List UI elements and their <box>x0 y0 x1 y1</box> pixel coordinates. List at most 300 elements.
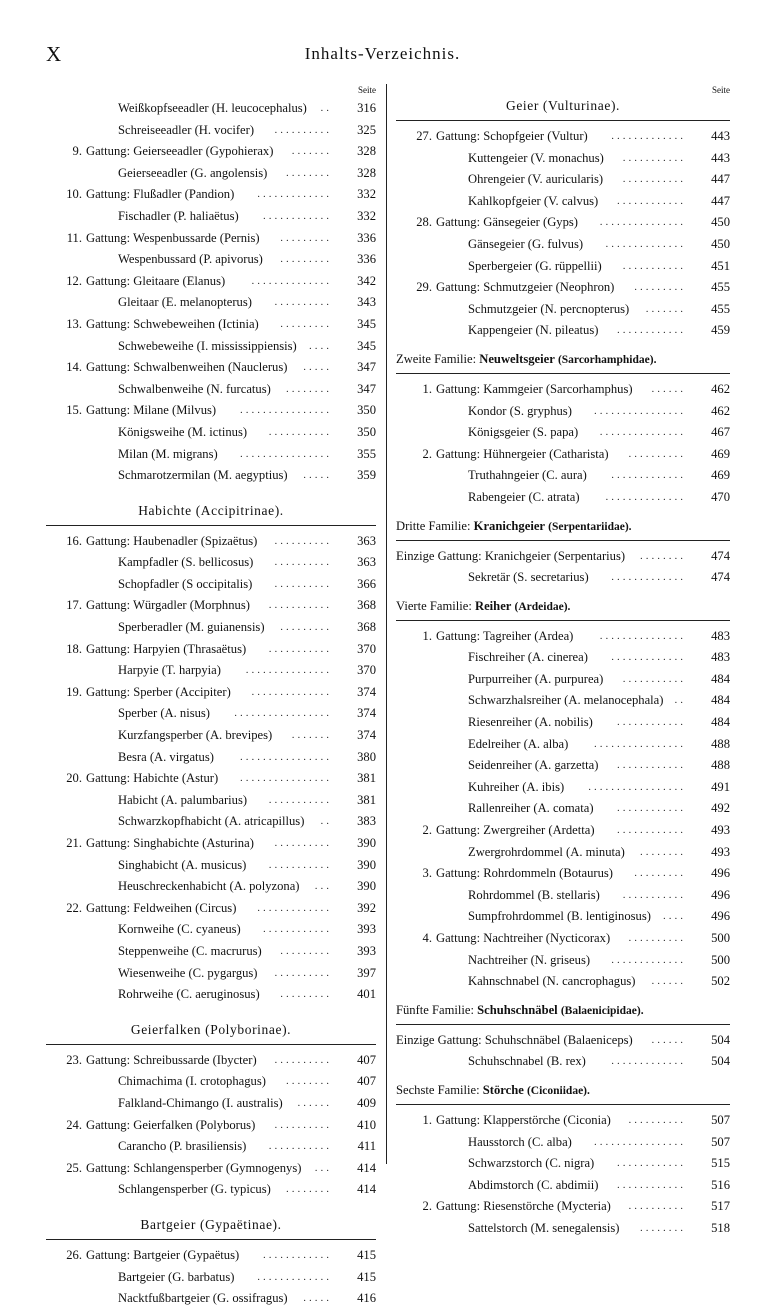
leader-dots: .......... <box>628 932 686 944</box>
page-title: Inhalts-Verzeichnis. <box>304 44 461 63</box>
entry-page: 383 <box>357 814 376 829</box>
entry-text: Rohrweihe (C. aeruginosus) <box>118 987 260 1002</box>
leader-dots: ........... <box>622 151 686 164</box>
entry-page: 515 <box>711 1156 730 1171</box>
leader-dots: ............. <box>611 130 686 142</box>
index-entry <box>396 299 730 321</box>
entry-text: Kondor (S. gryphus) <box>468 403 572 418</box>
family-heading <box>396 1083 730 1098</box>
section-title: Habichte (Accipitrinae). <box>138 502 284 518</box>
leader-dots: ................ <box>240 404 332 417</box>
index-entry <box>396 379 730 401</box>
entry-number: 2. <box>422 823 432 838</box>
leader-dots: .......... <box>628 447 686 460</box>
entry-text: Gattung: Hühnergeier (Catharista) <box>436 446 609 461</box>
leader-dots: ........ <box>286 1183 332 1196</box>
entry-text: Zwergrohrdommel (A. minuta) <box>468 844 625 859</box>
entry-text: Gattung: Schwebeweihen (Ictinia) <box>86 316 259 331</box>
entry-number: 23. <box>66 1052 82 1067</box>
entry-group <box>396 1110 730 1240</box>
entry-text: Gattung: Riesenstörche (Mycteria) <box>436 1199 611 1214</box>
index-entry <box>46 703 376 725</box>
index-entry <box>396 755 730 777</box>
family-heading <box>396 599 730 614</box>
entry-text: Riesenreiher (A. nobilis) <box>468 715 593 730</box>
page-number: X <box>46 42 62 66</box>
leader-dots: ......... <box>280 253 332 266</box>
entry-number: 11. <box>66 230 82 245</box>
entry-number: 19. <box>66 684 82 699</box>
index-entry <box>46 1071 376 1093</box>
entry-text: Einzige Gattung: Schuhschnäbel (Balaeniceps) <box>396 1032 633 1047</box>
leader-dots: ........ <box>286 382 332 395</box>
leader-dots: .............. <box>605 237 686 250</box>
entry-number: 27. <box>416 129 432 143</box>
entry-page: 484 <box>711 671 730 686</box>
entry-text: Carancho (P. brasiliensis) <box>118 1139 247 1154</box>
entry-page: 316 <box>357 101 376 115</box>
index-entry <box>396 277 730 299</box>
leader-dots: .......... <box>274 534 332 547</box>
entry-page: 328 <box>357 165 376 180</box>
entry-page: 496 <box>711 887 730 902</box>
entry-page: 325 <box>357 122 376 137</box>
entry-group <box>396 379 730 509</box>
entry-page: 416 <box>357 1291 376 1306</box>
entry-text: Gattung: Bartgeier (Gypaëtus) <box>86 1247 240 1262</box>
entry-group <box>46 98 376 487</box>
section-rule <box>396 120 730 121</box>
leader-dots: ...... <box>651 975 686 988</box>
index-entry <box>396 148 730 170</box>
leader-dots: ... <box>314 880 332 893</box>
entry-page: 504 <box>711 1032 730 1047</box>
entry-text: Harpyie (T. harpyia) <box>118 663 221 678</box>
entry-text: Gattung: Feldweihen (Circus) <box>86 900 237 915</box>
entry-number: 10. <box>66 187 82 202</box>
entry-text: Gattung: Kammgeier (Sarcorhamphus) <box>436 381 633 396</box>
leader-dots: ............. <box>257 901 332 914</box>
leader-dots: ................ <box>240 447 332 460</box>
entry-number: 17. <box>66 598 82 613</box>
index-entry <box>396 1132 730 1154</box>
leader-dots: ........ <box>286 166 332 179</box>
index-entry <box>46 465 376 487</box>
entry-page: 390 <box>357 857 376 872</box>
entry-text: Bartgeier (G. barbatus) <box>118 1269 235 1284</box>
entry-page: 447 <box>711 193 730 208</box>
family-name: Reiher <box>475 598 512 613</box>
entry-group <box>396 126 730 342</box>
entry-page: 488 <box>711 758 730 773</box>
section-rule <box>396 1024 730 1025</box>
leader-dots: ............... <box>599 629 686 642</box>
entry-text: Schopfadler (S occipitalis) <box>118 576 253 591</box>
entry-page: 414 <box>357 1160 376 1175</box>
entry-text: Gattung: Schlangensperber (Gymnogenys) <box>86 1160 302 1175</box>
leader-dots: ........... <box>268 1140 332 1153</box>
leader-dots: .............. <box>251 685 332 698</box>
entry-page: 467 <box>711 425 730 440</box>
entry-page: 370 <box>357 663 376 678</box>
index-entry <box>46 163 376 185</box>
entry-text: Schreiseeadler (H. vocifer) <box>118 122 255 137</box>
entry-text: Gattung: Haubenadler (Spizaëtus) <box>86 533 258 548</box>
entry-text: Kuttengeier (V. monachus) <box>468 150 604 165</box>
entry-number: 1. <box>422 628 432 643</box>
family-name: Störche <box>482 1082 524 1097</box>
index-entry <box>396 256 730 278</box>
index-entry <box>46 833 376 855</box>
leader-dots: ......... <box>280 988 332 1001</box>
index-entry <box>396 1175 730 1197</box>
index-entry <box>46 919 376 941</box>
leader-dots: .......... <box>628 1113 686 1126</box>
leader-dots: ................ <box>594 404 686 417</box>
entry-number: 22. <box>66 900 82 915</box>
entry-text: Schmutzgeier (N. percnopterus) <box>468 301 630 316</box>
entry-number: 3. <box>422 866 432 881</box>
entry-number: 4. <box>422 931 432 945</box>
left-column <box>46 82 376 1310</box>
entry-page: 410 <box>357 1117 376 1132</box>
entry-text: Gattung: Gleitaare (Elanus) <box>86 273 226 288</box>
entry-text: Gattung: Rohrdommeln (Botaurus) <box>436 866 613 881</box>
entry-number: 9. <box>72 144 82 159</box>
entry-text: Schmarotzermilan (M. aegyptius) <box>118 468 288 483</box>
index-entry <box>46 422 376 444</box>
index-entry <box>46 98 376 120</box>
entry-text: Singhabicht (A. musicus) <box>118 857 247 872</box>
leader-dots: .... <box>663 910 686 923</box>
index-entry <box>46 206 376 228</box>
entry-page: 355 <box>357 446 376 461</box>
entry-text: Nacktfußbartgeier (G. ossifragus) <box>118 1291 288 1306</box>
index-entry <box>396 842 730 864</box>
entry-page: 350 <box>357 424 376 439</box>
leader-dots: ...... <box>297 1096 332 1109</box>
entry-text: Schwarzkopfhabicht (A. atricapillus) <box>118 814 305 829</box>
entry-page: 393 <box>357 943 376 958</box>
index-entry <box>46 120 376 142</box>
entry-number: 21. <box>66 836 82 850</box>
entry-number: 25. <box>66 1160 82 1175</box>
page-header <box>0 42 765 72</box>
leader-dots: ......... <box>634 281 686 294</box>
leader-dots: ... <box>314 1161 332 1174</box>
entry-page: 397 <box>357 965 376 980</box>
entry-text: Kurzfangsperber (A. brevipes) <box>118 728 273 743</box>
entry-page: 517 <box>711 1199 730 1214</box>
leader-dots: ................. <box>234 707 332 720</box>
entry-text: Truthahngeier (C. aura) <box>468 468 587 483</box>
entry-page: 502 <box>711 974 730 989</box>
leader-dots: ......... <box>280 317 332 330</box>
entry-group <box>396 546 730 589</box>
index-entry <box>46 1136 376 1158</box>
index-entry <box>396 487 730 509</box>
index-entry <box>396 444 730 466</box>
leader-dots: .......... <box>274 837 332 849</box>
leader-dots: ........... <box>268 425 332 438</box>
index-entry <box>396 820 730 842</box>
leader-dots: ............. <box>611 1055 686 1068</box>
entry-text: Einzige Gattung: Kranichgeier (Serpentarius) <box>396 548 626 563</box>
entry-page: 374 <box>357 706 376 721</box>
index-entry <box>396 191 730 213</box>
entry-page: 380 <box>357 749 376 764</box>
entry-text: Falkland-Chimango (I. australis) <box>118 1095 283 1110</box>
entry-number: 12. <box>66 273 82 288</box>
entry-page: 393 <box>357 922 376 937</box>
index-entry <box>396 863 730 885</box>
right-column <box>396 82 730 1240</box>
family-latin: (Serpentariidae). <box>548 520 632 533</box>
index-entry <box>46 768 376 790</box>
entry-page: 392 <box>357 900 376 915</box>
entry-page: 459 <box>711 323 730 338</box>
index-entry <box>46 1245 376 1267</box>
index-entry <box>396 690 730 712</box>
leader-dots: ............ <box>263 209 332 222</box>
leader-dots: .. <box>674 694 686 707</box>
index-entry <box>46 876 376 898</box>
entry-number: 15. <box>66 403 82 418</box>
leader-dots: ................ <box>240 750 332 763</box>
index-entry <box>46 1093 376 1115</box>
index-entry <box>46 357 376 379</box>
index-entry <box>46 855 376 877</box>
leader-dots: ....... <box>291 729 332 742</box>
leader-dots: .......... <box>274 577 332 590</box>
leader-dots: ............... <box>245 664 332 677</box>
entry-text: Schwebeweihe (I. mississippiensis) <box>118 338 297 353</box>
leader-dots: ............... <box>599 216 686 229</box>
entry-text: Milan (M. migrans) <box>118 446 218 461</box>
section-title: Bartgeier (Gypaëtinae). <box>140 1216 282 1232</box>
entry-text: Purpurreiher (A. purpurea) <box>468 671 604 686</box>
index-entry <box>46 271 376 293</box>
leader-dots: ........ <box>640 845 686 858</box>
entry-text: Abdimstorch (C. abdimii) <box>468 1177 599 1192</box>
entry-page: 451 <box>711 258 730 273</box>
index-entry <box>396 950 730 972</box>
entry-number: 14. <box>66 360 82 375</box>
index-entry <box>396 1110 730 1132</box>
entry-text: Gattung: Schreibussarde (Ibycter) <box>86 1052 257 1067</box>
leader-dots: ..... <box>303 1292 332 1305</box>
entry-page: 516 <box>711 1177 730 1192</box>
entry-group <box>46 1050 376 1201</box>
index-entry <box>396 734 730 756</box>
index-entry <box>396 234 730 256</box>
entry-text: Kuhreiher (A. ibis) <box>468 779 565 794</box>
leader-dots: ............. <box>611 651 686 664</box>
section-rule <box>396 540 730 541</box>
entry-text: Fischreiher (A. cinerea) <box>468 650 588 665</box>
index-entry <box>46 811 376 833</box>
entry-page: 368 <box>357 598 376 613</box>
index-entry <box>46 1158 376 1180</box>
entry-page: 328 <box>357 144 376 159</box>
entry-page: 462 <box>711 403 730 418</box>
entry-page: 414 <box>357 1182 376 1197</box>
section-rule <box>46 525 376 526</box>
entry-number: 26. <box>66 1247 82 1262</box>
leader-dots: ........... <box>268 642 332 655</box>
entry-page: 407 <box>357 1074 376 1089</box>
index-entry <box>396 647 730 669</box>
leader-dots: ............ <box>617 716 686 729</box>
entry-page: 345 <box>357 338 376 353</box>
entry-text: Rabengeier (C. atrata) <box>468 489 580 504</box>
entry-text: Gattung: Zwergreiher (Ardetta) <box>436 823 595 838</box>
entry-page: 347 <box>357 360 376 375</box>
entry-text: Sekretär (S. secretarius) <box>468 570 589 585</box>
index-entry <box>46 292 376 314</box>
entry-number: 13. <box>66 316 82 331</box>
entry-text: Gattung: Nachtreiher (Nycticorax) <box>436 931 611 945</box>
entry-text: Gattung: Geierfalken (Polyborus) <box>86 1117 256 1132</box>
entry-text: Sattelstorch (M. senegalensis) <box>468 1220 620 1235</box>
index-entry <box>46 790 376 812</box>
index-entry <box>46 228 376 250</box>
entry-page: 342 <box>357 273 376 288</box>
leader-dots: ............. <box>611 571 686 584</box>
entry-text: Königsgeier (S. papa) <box>468 425 579 440</box>
index-entry <box>396 126 730 148</box>
leader-dots: ......... <box>280 621 332 634</box>
entry-text: Königsweihe (M. ictinus) <box>118 424 248 439</box>
index-entry <box>46 941 376 963</box>
leader-dots: ............ <box>617 802 686 815</box>
index-entry <box>396 798 730 820</box>
entry-page: 455 <box>711 280 730 295</box>
family-latin: (Ardeidae). <box>514 600 571 613</box>
leader-dots: ............ <box>263 1248 332 1261</box>
entry-text: Gattung: Tagreiher (Ardea) <box>436 628 574 643</box>
entry-page: 493 <box>711 844 730 859</box>
index-entry <box>396 626 730 648</box>
leader-dots: .......... <box>628 1200 686 1213</box>
index-entry <box>46 531 376 553</box>
leader-dots: .......... <box>274 123 332 136</box>
leader-dots: .............. <box>251 274 332 287</box>
entry-page: 488 <box>711 736 730 751</box>
index-entry <box>46 682 376 704</box>
entry-page: 407 <box>357 1052 376 1067</box>
entry-page: 483 <box>711 650 730 665</box>
family-latin: (Balaenicipidae). <box>560 1004 644 1017</box>
entry-text: Gattung: Flußadler (Pandion) <box>86 187 235 202</box>
leader-dots: ........... <box>622 173 686 186</box>
entry-page: 504 <box>711 1054 730 1069</box>
leader-dots: .......... <box>274 296 332 309</box>
entry-group <box>396 626 730 993</box>
entry-page: 390 <box>357 836 376 850</box>
index-entry <box>396 1153 730 1175</box>
entry-page: 450 <box>711 215 730 230</box>
entry-text: Wiesenweihe (C. pygargus) <box>118 965 258 980</box>
entry-number: 2. <box>422 446 432 461</box>
entry-page: 493 <box>711 823 730 838</box>
leader-dots: ................ <box>594 1135 686 1148</box>
leader-dots: ............. <box>611 953 686 966</box>
entry-text: Rohrdommel (B. stellaris) <box>468 887 600 902</box>
index-entry <box>396 320 730 342</box>
leader-dots: ............ <box>617 324 686 337</box>
index-entry <box>46 747 376 769</box>
entry-page: 332 <box>357 187 376 202</box>
entry-page: 374 <box>357 684 376 699</box>
index-entry <box>396 928 730 950</box>
section-rule <box>396 373 730 374</box>
entry-page: 507 <box>711 1134 730 1149</box>
section-rule <box>46 1044 376 1045</box>
index-entry <box>396 465 730 487</box>
index-entry <box>46 1267 376 1289</box>
entry-page: 368 <box>357 620 376 635</box>
entry-group <box>396 1030 730 1073</box>
entry-page: 409 <box>357 1095 376 1110</box>
entry-group <box>46 1245 376 1310</box>
index-entry <box>46 1179 376 1201</box>
entry-number: 1. <box>422 1112 432 1127</box>
entry-text: Sperbergeier (G. rüppellii) <box>468 258 602 273</box>
leader-dots: ........... <box>622 888 686 901</box>
leader-dots: ................. <box>588 780 686 793</box>
index-entry <box>396 777 730 799</box>
leader-dots: ..... <box>303 361 332 374</box>
family-heading <box>396 1003 730 1018</box>
entry-page: 359 <box>357 468 376 483</box>
leader-dots: .......... <box>274 966 332 979</box>
entry-page: 363 <box>357 555 376 570</box>
entry-text: Rallenreiher (A. comata) <box>468 801 594 816</box>
leader-dots: ........... <box>268 793 332 806</box>
leader-dots: .... <box>309 339 332 352</box>
entry-text: Steppenweihe (C. macrurus) <box>118 943 262 958</box>
leader-dots: ......... <box>280 944 332 957</box>
entry-page: 390 <box>357 879 376 894</box>
leader-dots: ........ <box>286 1075 332 1088</box>
index-entry <box>46 379 376 401</box>
index-entry <box>46 898 376 920</box>
entry-group <box>46 531 376 1006</box>
entry-page: 496 <box>711 909 730 924</box>
leader-dots: ............ <box>617 1178 686 1191</box>
family-heading <box>396 352 730 367</box>
entry-text: Gattung: Harpyien (Thrasaëtus) <box>86 641 247 656</box>
entry-text: Kahnschnabel (N. cancrophagus) <box>468 974 636 989</box>
leader-dots: ............ <box>263 923 332 936</box>
entry-page: 345 <box>357 316 376 331</box>
entry-page: 450 <box>711 236 730 251</box>
family-name: Neuweltsgeier <box>479 351 555 366</box>
entry-text: Chimachima (I. crotophagus) <box>118 1074 266 1089</box>
entry-text: Besra (A. virgatus) <box>118 749 214 764</box>
entry-text: Schlangensperber (G. typicus) <box>118 1182 271 1197</box>
entry-page: 347 <box>357 381 376 396</box>
index-entry <box>46 1288 376 1310</box>
entry-page: 332 <box>357 208 376 223</box>
index-entry <box>396 669 730 691</box>
entry-page: 443 <box>711 150 730 165</box>
entry-page: 411 <box>357 1139 376 1154</box>
entry-number: 20. <box>66 771 82 786</box>
family-prefix: Zweite Familie: <box>396 351 477 366</box>
seite-label: Seite <box>712 85 730 95</box>
